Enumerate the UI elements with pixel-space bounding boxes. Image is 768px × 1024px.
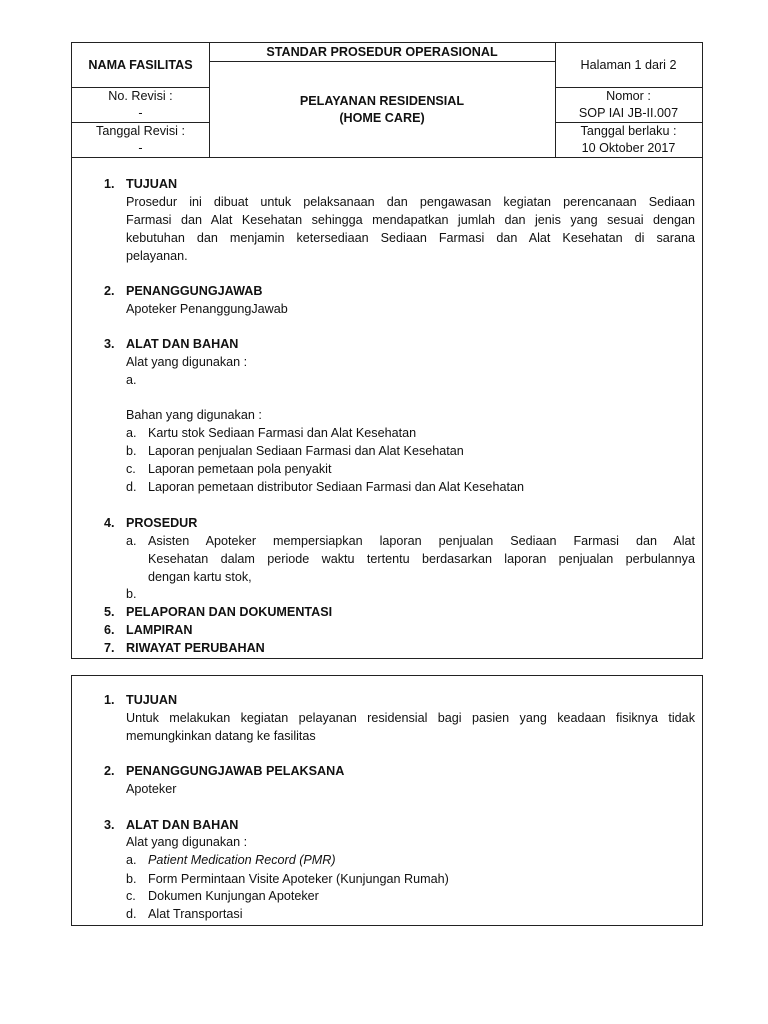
document-title-line2: (HOME CARE) (339, 111, 425, 125)
list-item: b. Laporan penjualan Sediaan Farmasi dan Alat Kesehatan (126, 444, 464, 458)
section-heading: 1. TUJUAN (104, 177, 178, 191)
paragraph-line: memungkinkan datang ke fasilitas (126, 729, 316, 743)
section-heading: 3. ALAT DAN BAHAN (104, 818, 239, 832)
number-label: Nomor : (606, 89, 651, 103)
paragraph-line: Prosedur ini dibuat untuk pelaksanaan dan pengawasan kegiatan perencanaan Sediaan (126, 195, 695, 209)
list-item: c. Dokumen Kunjungan Apoteker (126, 889, 319, 903)
list-item-letter: b. (126, 587, 137, 601)
sop-title: STANDAR PROSEDUR OPERASIONAL (266, 45, 498, 59)
list-item: a. (126, 373, 137, 387)
section-heading: 7. RIWAYAT PERUBAHAN (104, 641, 265, 655)
paragraph-line: kebutuhan dan menjamin ketersediaan Sediaan Farmasi dan Alat Kesehatan di sarana (126, 231, 695, 245)
materials-label: Bahan yang digunakan : (126, 408, 262, 422)
number-value: SOP IAI JB-II.007 (578, 106, 679, 120)
list-item: b. Form Permintaan Visite Apoteker (Kunjungan Rumah) (126, 872, 449, 886)
paragraph-line: Untuk melakukan kegiatan pelayanan residensial bagi pasien yang keadaan fisiknya tidak (126, 711, 695, 725)
list-item-letter: a. (126, 534, 137, 548)
effective-date-value: 10 Oktober 2017 (581, 141, 676, 155)
section-heading: 4. PROSEDUR (104, 516, 198, 530)
document-title-line1: PELAYANAN RESIDENSIAL (299, 94, 465, 108)
tools-label: Alat yang digunakan : (126, 835, 248, 849)
section-heading: 5. PELAPORAN DAN DOKUMENTASI (104, 605, 333, 619)
revision-value: - (138, 106, 143, 120)
list-item: a. Kartu stok Sediaan Farmasi dan Alat Kesehatan (126, 426, 417, 440)
section-heading: 2. PENANGGUNGJAWAB (104, 284, 263, 298)
sop-header-table (71, 42, 703, 158)
list-item: d. Alat Transportasi (126, 907, 243, 921)
procedure-line: Kesehatan dalam periode waktu tertentu berdasarkan laporan penjualan perbulannya (148, 552, 695, 566)
list-item: c. Laporan pemetaan pola penyakit (126, 462, 332, 476)
revision-date-label: Tanggal Revisi : (96, 124, 185, 138)
facility-name-label: NAMA FASILITAS (88, 58, 193, 72)
header-divider (209, 61, 555, 62)
procedure-line: Asisten Apoteker mempersiapkan laporan penjualan Sediaan Farmasi dan Alat (148, 534, 695, 548)
section-heading: 3. ALAT DAN BAHAN (104, 337, 239, 351)
section-heading: 1. TUJUAN (104, 693, 178, 707)
page-info: Halaman 1 dari 2 (580, 58, 677, 72)
revision-label: No. Revisi : (108, 89, 173, 103)
procedure-line: dengan kartu stok, (148, 570, 252, 584)
list-item: d. Laporan pemetaan distributor Sediaan Farmasi dan Alat Kesehatan (126, 480, 524, 494)
paragraph-line: pelayanan. (126, 249, 188, 263)
tools-label: Alat yang digunakan : (126, 355, 248, 369)
responsible-party: Apoteker PenanggungJawab (126, 302, 288, 316)
effective-date-label: Tanggal berlaku : (580, 124, 677, 138)
responsible-party: Apoteker (126, 782, 177, 796)
paragraph-line: Farmasi dan Alat Kesehatan sehingga mendapatkan jumlah dan jenis yang sesuai dengan (126, 213, 695, 227)
section-heading: 2. PENANGGUNGJAWAB PELAKSANA (104, 764, 345, 778)
section-heading: 6. LAMPIRAN (104, 623, 193, 637)
list-item: a. Patient Medication Record (PMR) (126, 853, 336, 867)
revision-date-value: - (138, 141, 143, 155)
